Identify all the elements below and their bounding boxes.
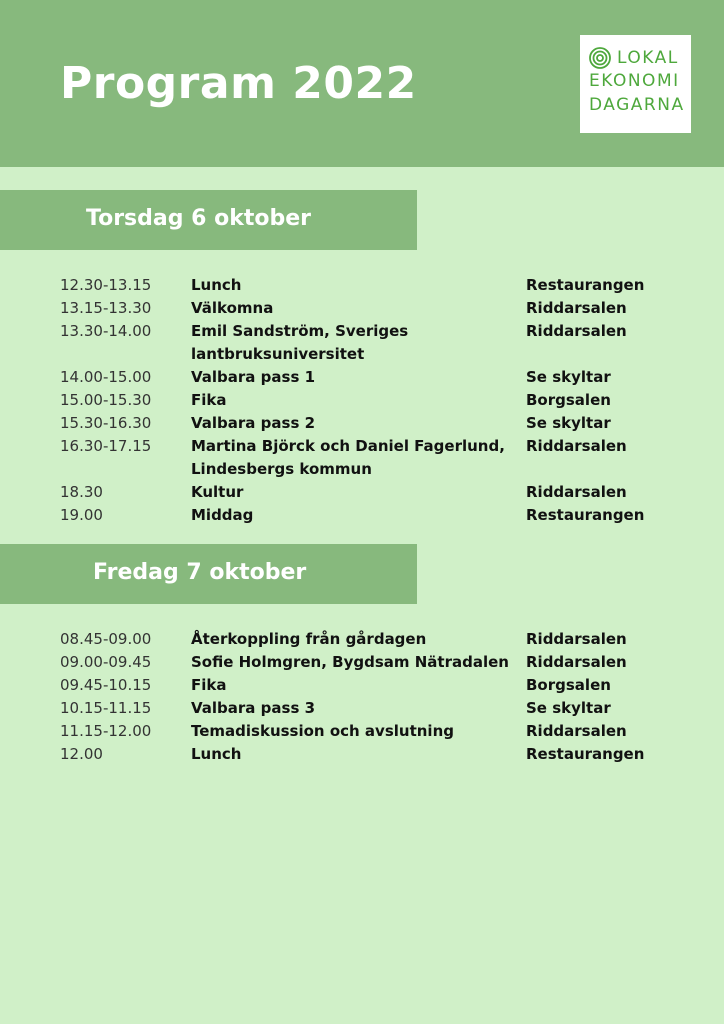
logo-text-line-1: LOKAL <box>617 48 679 68</box>
row-location: Se skyltar <box>526 699 611 717</box>
schedule-row <box>60 297 660 320</box>
schedule-row <box>60 366 660 389</box>
schedule-row <box>60 504 660 527</box>
day-banner-thursday <box>0 190 417 250</box>
row-time: 13.15-13.30 <box>60 299 152 317</box>
row-location: Riddarsalen <box>526 299 627 317</box>
row-activity: Fika <box>191 676 227 694</box>
logo-text-line-2: EKONOMI <box>589 71 680 91</box>
schedule-row <box>60 320 660 366</box>
day-label-friday: Fredag 7 oktober <box>93 560 307 585</box>
schedule-row <box>60 389 660 412</box>
row-activity: Välkomna <box>191 299 274 317</box>
row-time: 09.00-09.45 <box>60 653 152 671</box>
row-time: 10.15-11.15 <box>60 699 152 717</box>
row-time: 13.30-14.00 <box>60 322 152 340</box>
concentric-circles-icon <box>589 47 611 69</box>
row-time: 09.45-10.15 <box>60 676 152 694</box>
row-location: Restaurangen <box>526 276 645 294</box>
row-time: 19.00 <box>60 506 103 524</box>
row-location: Se skyltar <box>526 414 611 432</box>
schedule-row <box>60 697 660 720</box>
row-time: 15.00-15.30 <box>60 391 152 409</box>
row-location: Riddarsalen <box>526 653 627 671</box>
day-banner-friday <box>0 544 417 604</box>
schedule-row <box>60 435 660 481</box>
row-activity: Valbara pass 1 <box>191 368 316 386</box>
row-time: 12.30-13.15 <box>60 276 152 294</box>
row-location: Borgsalen <box>526 676 611 694</box>
day-label-thursday: Torsdag 6 oktober <box>86 206 312 231</box>
row-location: Riddarsalen <box>526 722 627 740</box>
row-activity: Middag <box>191 506 254 524</box>
row-location: Riddarsalen <box>526 437 627 455</box>
row-location: Restaurangen <box>526 745 645 763</box>
row-time: 18.30 <box>60 483 103 501</box>
row-location: Borgsalen <box>526 391 611 409</box>
row-activity: Valbara pass 3 <box>191 699 316 717</box>
row-activity: Sofie Holmgren, Bygdsam Nätradalen <box>191 653 509 671</box>
schedule-row <box>60 720 660 743</box>
row-activity: Kultur <box>191 483 244 501</box>
row-time: 15.30-16.30 <box>60 414 152 432</box>
row-activity: Martina Björck och Daniel Fagerlund, Lindesbergs kommun <box>191 437 505 478</box>
row-location: Riddarsalen <box>526 630 627 648</box>
schedule-thursday <box>60 274 660 527</box>
schedule-row <box>60 743 660 766</box>
row-time: 08.45-09.00 <box>60 630 152 648</box>
row-location: Se skyltar <box>526 368 611 386</box>
row-time: 12.00 <box>60 745 103 763</box>
schedule-row <box>60 651 660 674</box>
row-activity: Lunch <box>191 745 242 763</box>
row-activity: Temadiskussion och avslutning <box>191 722 454 740</box>
schedule-row <box>60 274 660 297</box>
row-location: Riddarsalen <box>526 322 627 340</box>
page-title: Program 2022 <box>60 58 417 109</box>
row-activity: Fika <box>191 391 227 409</box>
schedule-row <box>60 628 660 651</box>
row-activity: Lunch <box>191 276 242 294</box>
schedule-friday <box>60 628 660 766</box>
row-time: 14.00-15.00 <box>60 368 152 386</box>
row-time: 11.15-12.00 <box>60 722 152 740</box>
row-time: 16.30-17.15 <box>60 437 152 455</box>
row-location: Riddarsalen <box>526 483 627 501</box>
schedule-row <box>60 412 660 435</box>
lokalekonomidagarna-logo <box>580 35 691 133</box>
header-banner <box>0 0 724 167</box>
row-activity: Återkoppling från gårdagen <box>191 630 427 648</box>
row-activity: Emil Sandström, Sveriges lantbruksuniversitet <box>191 322 409 363</box>
row-location: Restaurangen <box>526 506 645 524</box>
row-activity: Valbara pass 2 <box>191 414 316 432</box>
logo-text-line-3: DAGARNA <box>589 95 685 115</box>
schedule-row <box>60 481 660 504</box>
schedule-row <box>60 674 660 697</box>
